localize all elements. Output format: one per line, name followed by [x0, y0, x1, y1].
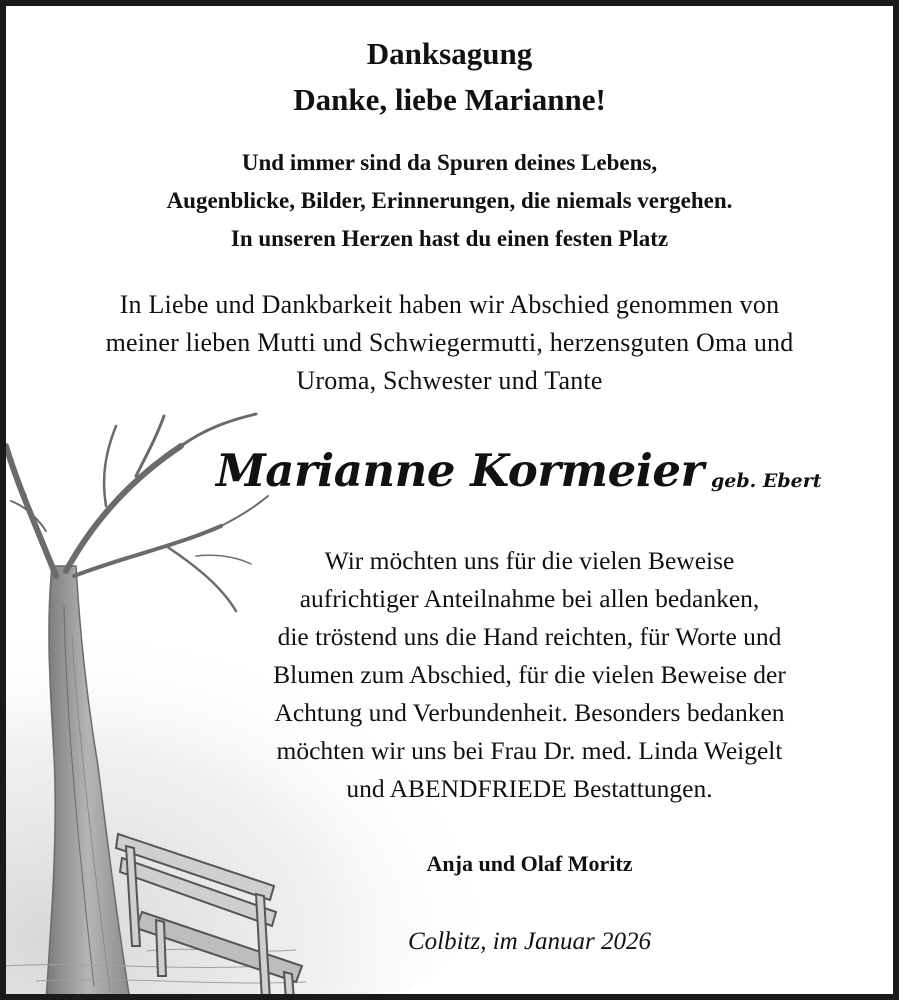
signers: Anja und Olaf Moritz	[426, 851, 633, 876]
notice-subheading: Danke, liebe Marianne!	[293, 82, 606, 117]
maiden-name: geb. Ebert	[711, 470, 822, 492]
notice-heading: Danksagung	[366, 36, 533, 71]
deceased-name: Marianne Kormeier	[216, 444, 704, 497]
intro-line: In Liebe und Dankbarkeit haben wir Abschied genommen von	[119, 290, 780, 319]
intro-line: Uroma, Schwester und Tante	[296, 366, 603, 395]
thanks-line: die tröstend uns die Hand reichten, für Worte und	[277, 622, 782, 651]
verse-line: Augenblicke, Bilder, Erinnerungen, die niemals vergehen.	[166, 188, 733, 213]
verse-line: Und immer sind da Spuren deines Lebens,	[241, 150, 658, 175]
thanks-line: und ABENDFRIEDE Bestattungen.	[346, 774, 713, 803]
intro-line: meiner lieben Mutti und Schwiegermutti, herzensguten Oma und	[105, 328, 794, 357]
thanks-line: möchten wir uns bei Frau Dr. med. Linda Weigelt	[276, 736, 783, 765]
thanks-line: Wir möchten uns für die vielen Beweise	[324, 546, 735, 575]
thanks-line: aufrichtiger Anteilnahme bei allen bedanken,	[299, 584, 760, 613]
place-and-date: Colbitz, im Januar 2026	[407, 928, 652, 955]
thanks-line: Achtung und Verbundenheit. Besonders bedanken	[274, 698, 785, 727]
thanks-line: Blumen zum Abschied, für die vielen Beweise der	[273, 660, 786, 689]
verse-line: In unseren Herzen hast du einen festen Platz	[230, 226, 669, 251]
